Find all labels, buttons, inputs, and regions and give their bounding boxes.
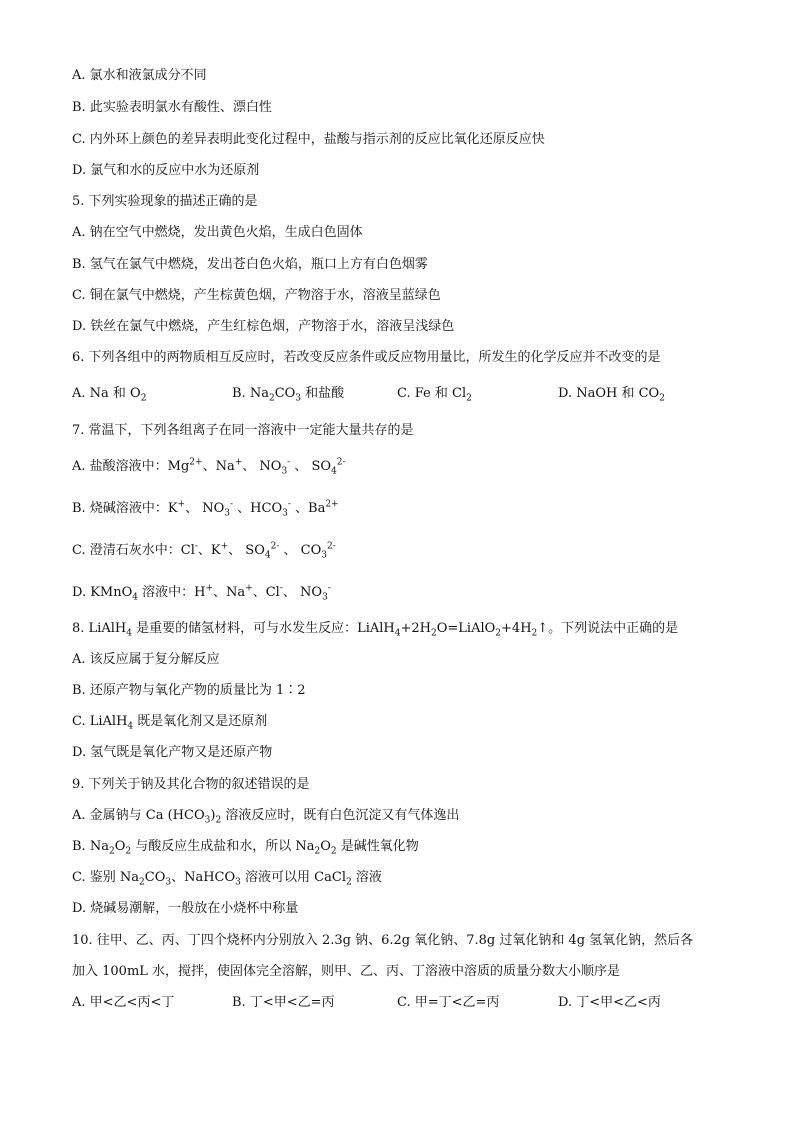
q7b-sup2: - bbox=[229, 499, 234, 510]
q7b-sup4: 2+ bbox=[325, 499, 339, 510]
q8-sub1: 4 bbox=[126, 628, 132, 639]
q7-stem: 7. 常温下，下列各组离子在同一溶液中一定能大量共存的是 bbox=[72, 423, 414, 438]
q9-option-d: D. 烧碱易潮解，一般放在小烧杯中称量 bbox=[72, 901, 299, 916]
q6-b-text: B. Na bbox=[232, 386, 269, 401]
q7a-t2: 、 NO bbox=[242, 459, 282, 474]
q6-option-b bbox=[232, 385, 344, 403]
q9c-t0: C. 鉴别 Na bbox=[72, 870, 140, 885]
q7c-t3: 、 CO bbox=[279, 543, 322, 558]
q8-t2: +2H bbox=[400, 621, 432, 636]
q8-sub4: 2 bbox=[495, 628, 502, 639]
q5-option-c: C. 铜在氯气中燃烧，产生棕黄色烟，产物溶于水，溶液呈蓝绿色 bbox=[72, 288, 441, 303]
q9a-t0: A. 金属钠与 Ca (HCO bbox=[72, 808, 205, 823]
q7c-sup1: - bbox=[194, 541, 198, 552]
q7d-sub5: 3 bbox=[322, 592, 328, 603]
q8-option-a: A. 该反应属于复分解反应 bbox=[72, 652, 220, 667]
q9-option-b bbox=[72, 838, 419, 856]
q7a-t3: 、 SO bbox=[290, 459, 332, 474]
q7d-t4: 、 NO bbox=[282, 585, 323, 600]
q7c-t0: C. 澄清石灰水中：Cl bbox=[72, 543, 195, 558]
q7d-sup4: - bbox=[279, 583, 283, 594]
q7a-t1: 、Na bbox=[202, 459, 235, 474]
q7c-sup3: 2- bbox=[270, 541, 280, 552]
q6-option-d bbox=[558, 385, 665, 403]
q10-stem-line2: 加入 100mL 水，搅拌，使固体完全溶解，则甲、乙、丙、丁溶液中溶质的质量分数大小顺序是 bbox=[72, 964, 621, 979]
q9c-sub1: 2 bbox=[139, 877, 145, 888]
q9-stem: 9. 下列关于钠及其化合物的叙述错误的是 bbox=[72, 777, 310, 792]
q7c-sup4: 2- bbox=[327, 541, 336, 552]
q6-option-c bbox=[397, 385, 472, 403]
q6-option-a bbox=[72, 385, 146, 403]
q8c-t1: 既是氧化剂又是还原剂 bbox=[133, 714, 268, 729]
q7c-sub4: 3 bbox=[321, 550, 327, 561]
q6-c-sub: 2 bbox=[466, 393, 472, 404]
q7a-sup1: 2+ bbox=[189, 457, 203, 468]
q6-b-sub1: 2 bbox=[268, 393, 275, 404]
q7c-sup2: + bbox=[220, 541, 229, 552]
q5-option-b: B. 氢气在氯气中燃烧，发出苍白色火焰，瓶口上方有白色烟雾 bbox=[72, 257, 428, 272]
q6-stem: 6. 下列各组中的两物质相互反应时，若改变反应条件或反应物用量比，所发生的化学反应并不改变的是 bbox=[72, 350, 661, 365]
q9c-sub2: 3 bbox=[165, 877, 172, 888]
q9c-t4: 溶液 bbox=[351, 870, 382, 885]
q7c-sub3: 4 bbox=[264, 550, 271, 561]
q7d-sub1: 4 bbox=[132, 592, 139, 603]
q8-option-b: B. 还原产物与氧化产物的质量比为 1∶2 bbox=[72, 683, 306, 698]
q7b-sup1: + bbox=[177, 499, 186, 510]
q9a-t2: 溶液反应时，既有白色沉淀又有气体逸出 bbox=[221, 808, 460, 823]
q9c-sub4: 2 bbox=[345, 877, 352, 888]
q5-stem: 5. 下列实验现象的描述正确的是 bbox=[72, 194, 258, 209]
q10-option-b: B. 丁<甲<乙=丙 bbox=[232, 995, 335, 1010]
q7-option-a bbox=[72, 458, 346, 476]
q4-option-d: D. 氯气和水的反应中水为还原剂 bbox=[72, 163, 260, 178]
q7a-sub3: 3 bbox=[281, 466, 288, 477]
q9a-sub2: 2 bbox=[215, 815, 222, 826]
q9a-t1: ) bbox=[210, 808, 216, 823]
q7a-sup3: - bbox=[287, 457, 291, 468]
q8-option-d: D. 氢气既是氧化产物又是还原产物 bbox=[72, 745, 273, 760]
q8-t3: O=LiAlO bbox=[436, 621, 496, 636]
q7d-sup2: + bbox=[205, 583, 214, 594]
q8-t5: ↑。下列说法中正确的是 bbox=[537, 621, 679, 636]
q5-option-a: A. 钠在空气中燃烧，发出黄色火焰，生成白色固体 bbox=[72, 225, 363, 240]
q7a-sup4: 2- bbox=[336, 457, 346, 468]
q7-option-b bbox=[72, 500, 339, 518]
q7b-sub2: 3 bbox=[224, 508, 230, 519]
q7c-t2: 、 SO bbox=[228, 543, 265, 558]
q10-option-d: D. 丁<甲<乙<丙 bbox=[558, 995, 661, 1010]
q7d-t0: D. KMnO bbox=[72, 585, 133, 600]
q9b-sub1: 2 bbox=[108, 846, 115, 857]
q9c-t3: 溶液可以用 CaCl bbox=[240, 870, 346, 885]
q7b-sub3: 3 bbox=[282, 508, 288, 519]
q8-option-c bbox=[72, 713, 267, 731]
q6-a-sub: 2 bbox=[140, 393, 147, 404]
q8-stem bbox=[72, 620, 678, 638]
q9b-t2: 与酸反应生成盐和水，所以 Na bbox=[131, 839, 315, 854]
q9-option-a bbox=[72, 807, 459, 825]
q7-option-c bbox=[72, 542, 336, 560]
q7d-sup5: - bbox=[327, 583, 331, 594]
q4-option-c: C. 内外环上颜色的差异表明此变化过程中，盐酸与指示剂的反应比氧化还原反应快 bbox=[72, 132, 545, 147]
q9b-t4: 是碱性氧化物 bbox=[336, 839, 419, 854]
q9c-t2: 、NaHCO bbox=[171, 870, 236, 885]
q7a-t0: A. 盐酸溶液中：Mg bbox=[72, 459, 190, 474]
q9b-t3: O bbox=[320, 839, 331, 854]
q5-option-d: D. 铁丝在氯气中燃烧，产生红棕色烟，产物溶于水，溶液呈浅绿色 bbox=[72, 319, 455, 334]
q6-a-text: A. Na 和 O bbox=[72, 386, 141, 401]
q9b-t0: B. Na bbox=[72, 839, 109, 854]
q7c-t1: 、K bbox=[197, 543, 221, 558]
q9c-t1: CO bbox=[144, 870, 166, 885]
q7a-sup2: + bbox=[234, 457, 243, 468]
q8-sub5: 2 bbox=[531, 628, 538, 639]
q7d-t2: 、Na bbox=[213, 585, 246, 600]
q9c-sub3: 3 bbox=[235, 877, 241, 888]
q6-b-mid: CO bbox=[274, 386, 296, 401]
q10-option-c: C. 甲=丁<乙=丙 bbox=[397, 995, 500, 1010]
q8-t4: +4H bbox=[501, 621, 532, 636]
q7d-t1: 溶液中：H bbox=[138, 585, 206, 600]
q7b-t3: 、Ba bbox=[290, 501, 326, 516]
q4-option-b: B. 此实验表明氯水有酸性、漂白性 bbox=[72, 100, 272, 115]
q7b-sup3: - bbox=[287, 499, 291, 510]
q7a-sub4: 4 bbox=[331, 466, 337, 477]
q6-d-text: D. NaOH 和 CO bbox=[558, 386, 660, 401]
q7b-t2: 、HCO bbox=[233, 501, 283, 516]
q8-sub3: 2 bbox=[431, 628, 437, 639]
q8-t0: 8. LiAlH bbox=[72, 621, 127, 636]
q7d-t3: 、Cl bbox=[252, 585, 280, 600]
q8c-sub: 4 bbox=[127, 721, 134, 732]
q6-d-sub: 2 bbox=[659, 393, 665, 404]
q6-c-text: C. Fe 和 Cl bbox=[397, 386, 467, 401]
q8-t1: 是重要的储氢材料，可与水发生反应：LiAlH bbox=[131, 621, 395, 636]
q8c-t0: C. LiAlH bbox=[72, 714, 128, 729]
q10-option-a: A. 甲<乙<丙<丁 bbox=[72, 995, 175, 1010]
q6-b-post: 和盐酸 bbox=[301, 386, 345, 401]
q9b-sub3: 2 bbox=[314, 846, 321, 857]
q9b-sub4: 2 bbox=[330, 846, 337, 857]
q8-sub2: 4 bbox=[394, 628, 401, 639]
q7d-sup3: + bbox=[245, 583, 253, 594]
q4-option-a: A. 氯水和液氯成分不同 bbox=[72, 68, 207, 83]
q9b-t1: O bbox=[114, 839, 126, 854]
q10-stem-line1: 10. 往甲、乙、丙、丁四个烧杯内分别放入 2.3g 钠、6.2g 氧化钠、7.8g 过氧化钠和 4g 氢氧化钠，然后各 bbox=[72, 933, 694, 948]
q9a-sub1: 3 bbox=[204, 815, 211, 826]
q9b-sub2: 2 bbox=[125, 846, 132, 857]
q7b-t0: B. 烧碱溶液中：K bbox=[72, 501, 178, 516]
q7b-t1: 、 NO bbox=[185, 501, 225, 516]
q7-option-d bbox=[72, 584, 331, 602]
q6-b-sub2: 3 bbox=[295, 393, 302, 404]
q9-option-c bbox=[72, 869, 382, 887]
